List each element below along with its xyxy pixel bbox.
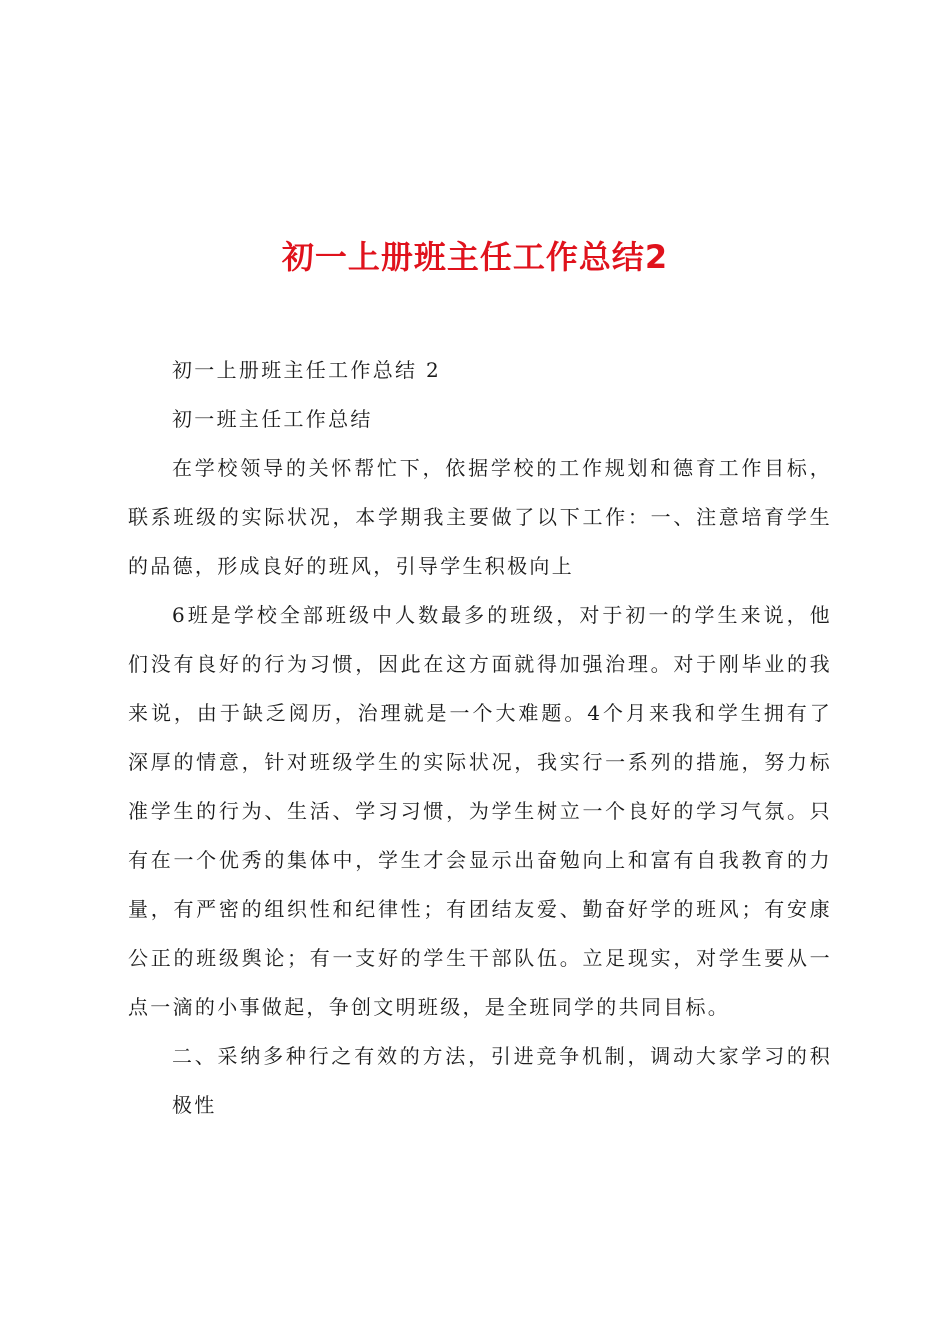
document-body [128, 346, 832, 1130]
paragraph-section-two: 二、采纳多种行之有效的方法，引进竞争机制，调动大家学习的积极性 [172, 1044, 832, 1117]
paragraph-subheading: 初一班主任工作总结 [172, 407, 373, 431]
paragraph-class-management: 6班是学校全部班级中人数最多的班级，对于初一的学生来说，他们没有良好的行为习惯，因此在这方面就得加强治理。对于刚毕业的我来说，由于缺乏阅历，治理就是一个大难题。4个月来我和学生拥有了深厚的情意，针对班级学生的实际状况，我实行一系列的措施，努力标准学生的行为、生活、学习习惯，为学生树立一个良好的学习气氛。只有在一个优秀的集体中，学生才会显示出奋勉向上和富有自我教育的力量，有严密的组织性和纪律性；有团结友爱、勤奋好学的班风；有安康公正的班级舆论；有一支好的学生干部队伍。立足现实，对学生要从一点一滴的小事做起，争创文明班级，是全班同学的共同目标。 [128, 603, 832, 1019]
paragraph-heading: 初一上册班主任工作总结 2 [172, 358, 441, 382]
document-title: 初一上册班主任工作总结2 [281, 238, 669, 277]
paragraph-intro: 在学校领导的关怀帮忙下，依据学校的工作规划和德育工作目标，联系班级的实际状况，本学期我主要做了以下工作：一、注意培育学生的品德，形成良好的班风，引导学生积极向上 [128, 456, 832, 578]
